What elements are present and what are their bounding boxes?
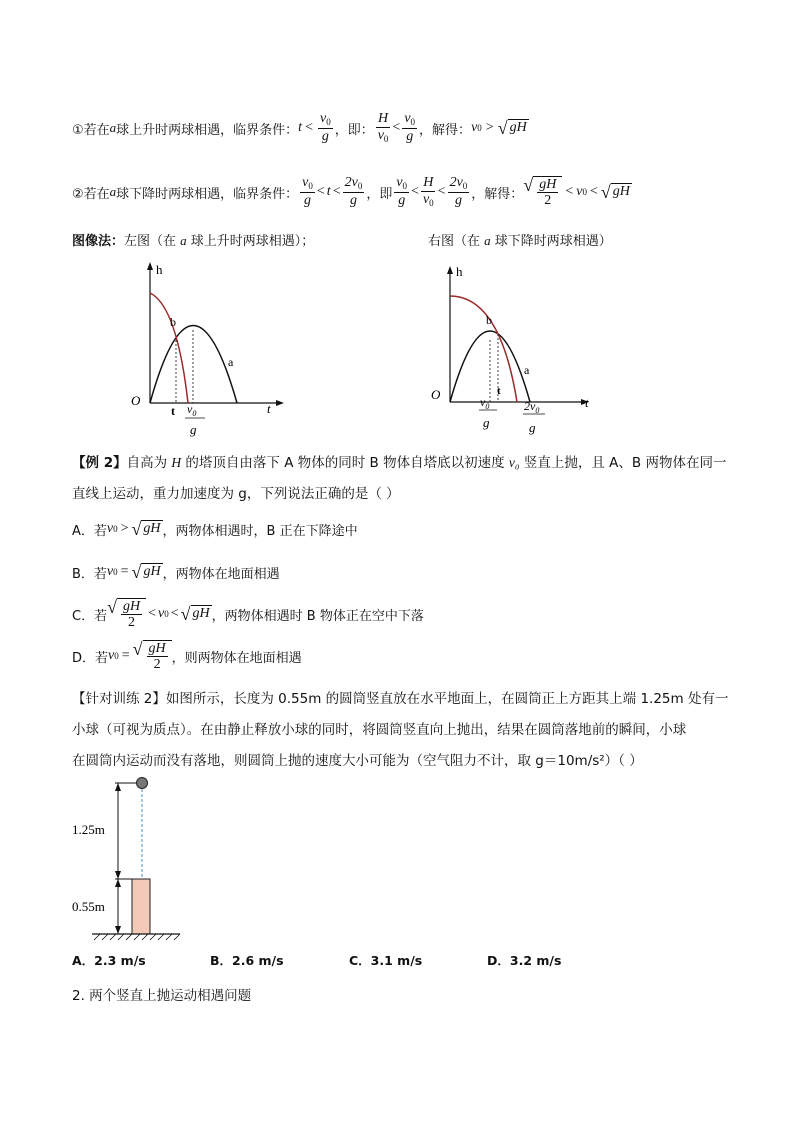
example2-line1: 【例 2】自高为 H 的塔顶自由落下 A 物体的同时 B 物体自塔底以初速度 v₀ 竖直上抛，且 A、B 两物体在同一 bbox=[72, 455, 727, 471]
option-D[interactable]: D．若 v 0 = √ $\frac{gH}{2}$ ，则两物体在地面相遇 bbox=[72, 638, 302, 672]
graph-method-left: 图像法：左图（在 a 球上升时两球相遇）； bbox=[72, 233, 315, 249]
right-graph bbox=[425, 262, 605, 442]
left-h-label: h bbox=[156, 262, 163, 277]
line1-ji: ，即： bbox=[334, 122, 374, 138]
sqrt-gH: √ gH bbox=[497, 118, 527, 138]
training-option-B[interactable]: B．2.6 m/s bbox=[210, 953, 284, 968]
condition-line-1: ①若在 a 球上升时两球相遇，临界条件： t < $\frac{v_0}{g}$ ，即： $\frac{H}{v_0}$ < $\frac{v_0}{g}$ ，解得： v 0 > √ gH bbox=[72, 111, 527, 145]
curve-b bbox=[150, 293, 188, 403]
training-option-C[interactable]: C．3.1 m/s bbox=[349, 953, 423, 968]
frac-v0-g: $\frac{v_0}{g}$ bbox=[319, 111, 331, 145]
math-lt: < bbox=[305, 120, 313, 135]
frac-H-v0: $\frac{H}{v_0}$ bbox=[377, 111, 389, 144]
svg-text:v0: $v_0$ bbox=[480, 395, 490, 411]
training-option-D[interactable]: D．3.2 m/s bbox=[487, 953, 562, 968]
line1-jie: ，解得： bbox=[419, 122, 472, 138]
svg-text:2v0: $2v_0$ bbox=[524, 399, 540, 415]
option-C[interactable]: C．若 √ $\frac{gH}{2}$ < v 0 < √ gH ，两物体相遇时 B 物体正在空中下落 bbox=[72, 596, 424, 630]
right-label-b: b bbox=[486, 313, 492, 327]
left-origin: O bbox=[131, 393, 141, 408]
line1-a: a bbox=[109, 120, 117, 135]
ball bbox=[137, 778, 148, 789]
option-B[interactable]: B．若 v 0 = √ gH ，两物体在地面相遇 bbox=[72, 562, 280, 582]
left-t-axis-label: t bbox=[267, 401, 271, 416]
right-label-a: a bbox=[524, 363, 530, 377]
svg-text:g: g bbox=[483, 415, 490, 430]
left-label-t: t bbox=[171, 404, 175, 418]
line1-mid: 球上升时两球相遇，临界条件： bbox=[116, 122, 299, 138]
svg-text:g: g bbox=[529, 420, 536, 435]
fig-label-top: 1.25m bbox=[72, 822, 105, 837]
left-graph bbox=[125, 258, 295, 443]
training2-line1: 【针对训练 2】如图所示，长度为 0.55m 的圆筒竖直放在水平地面上，在圆筒正上方距其上端 1.25m 处有一 bbox=[72, 691, 729, 707]
left-v0: $v_0$ bbox=[187, 402, 197, 418]
cylinder bbox=[132, 879, 150, 934]
condition-line-2: ②若在 a 球下降时两球相遇，临界条件： $\frac{v_0}{g}$ < t < $\frac{2v_0}{g}$ ，即 $\frac{v_0}{g}$ < $\frac{H}{v_0}$ < $\frac{2v_0}{g}$ ，解得： √ $\frac{gH}{2}$ < v 0 < √ gH bbox=[72, 174, 630, 209]
left-label-b: b bbox=[170, 315, 176, 329]
math-t: t bbox=[298, 120, 303, 135]
frac-v0-g-2: $\frac{v_0}{g}$ bbox=[404, 111, 416, 145]
curve-b-right bbox=[450, 296, 517, 402]
graph-method-right: 右图（在 a 球下降时两球相遇） bbox=[428, 233, 612, 249]
cylinder-figure bbox=[70, 772, 190, 947]
right-origin: O bbox=[431, 387, 441, 402]
right-label-t: t bbox=[497, 385, 501, 397]
fig-label-bottom: 0.55m bbox=[72, 899, 105, 914]
example2-line2: 直线上运动，重力加速度为 g，下列说法正确的是（ ） bbox=[72, 486, 400, 502]
section-heading: 2. 两个竖直上抛运动相遇问题 bbox=[72, 988, 252, 1004]
left-label-a: a bbox=[228, 355, 234, 369]
training2-line3: 在圆筒内运动而没有落地，则圆筒上抛的速度大小可能为（空气阻力不计，取 g＝10m/s²）（ ） bbox=[72, 753, 643, 769]
right-h-label: h bbox=[456, 264, 463, 279]
line1-prefix: ①若在 bbox=[72, 122, 110, 138]
curve-a bbox=[150, 326, 237, 404]
training-option-A[interactable]: A．2.3 m/s bbox=[72, 953, 146, 968]
right-t-axis-label: t bbox=[585, 395, 589, 410]
left-x-arrow bbox=[276, 400, 284, 406]
left-g: g bbox=[190, 422, 197, 437]
training2-line2: 小球（可视为质点）。在由静止释放小球的同时，将圆筒竖直向上抛出，结果在圆筒落地前的瞬间，小球 bbox=[72, 722, 687, 738]
option-A[interactable]: A．若 v 0 > √ gH ，两物体相遇时，B 正在下降途中 bbox=[72, 519, 358, 539]
left-y-arrow bbox=[147, 262, 153, 270]
